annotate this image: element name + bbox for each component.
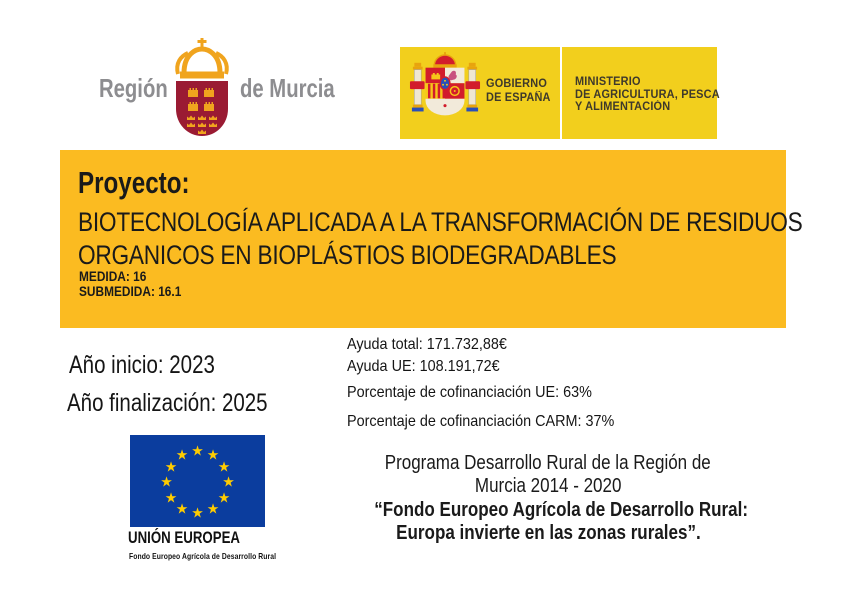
program-quote-line1: “Fondo Europeo Agrícola de Desarrollo Rural: [374,498,749,521]
star-icon: ★ [222,473,235,490]
gobierno-line2: DE ESPAÑA [486,92,551,104]
ayuda-ue-label: Ayuda UE: 108.191,72€ [347,358,500,375]
murcia-coat-of-arms-icon [173,37,231,141]
project-heading: Proyecto: [78,165,190,200]
eu-flag-icon [130,435,265,527]
murcia-shield-shape [176,81,228,136]
star-icon: ★ [175,446,189,463]
ministry-label [575,76,727,114]
medida-label: MEDIDA: 16 [79,269,147,284]
murcia-logo-text-de-murcia: de Murcia [240,73,335,103]
eu-union-label: UNIÓN EUROPEA [128,528,240,547]
cofinanciacion-carm-label: Porcentaje de cofinanciación CARM: 37% [347,413,615,430]
project-title-line2: ORGANICOS EN BIOPLÁSTIOS BIODEGRADABLES [78,240,617,270]
spain-crown-icon [433,52,456,68]
star-icon: ★ [191,504,204,521]
ayuda-total-label: Ayuda total: 171.732,88€ [347,336,507,353]
star-icon: ★ [175,500,189,517]
gobierno-label [486,77,554,105]
gobierno-espana-block [400,47,720,139]
star-icon: ★ [160,473,173,490]
project-banner [60,150,803,328]
submedida-label: SUBMEDIDA: 16.1 [79,284,182,299]
star-icon: ★ [191,442,204,459]
star-icon: ★ [164,489,178,506]
pillar-left [410,63,425,112]
star-icon: ★ [217,458,231,475]
gobierno-line1: GOBIERNO [486,78,548,90]
year-start-label: Año inicio: 2023 [69,351,215,379]
ministry-line2: DE AGRICULTURA, PESCA [575,88,720,101]
program-quote-line2: Europa invierte en las zonas rurales”. [395,521,701,544]
program-line2: Murcia 2014 - 2020 [474,475,622,497]
star-icon: ★ [217,489,231,506]
ministry-line3: Y ALIMENTACIÓN [575,101,671,113]
star-icon: ★ [164,458,178,475]
program-text-block [336,452,760,552]
cofinanciacion-ue-label: Porcentaje de cofinanciación UE: 63% [347,384,592,401]
murcia-logo-text-region: Región [99,73,168,103]
pillar-right [465,63,480,112]
ministry-line1: MINISTERIO [575,76,641,88]
star-icon: ★ [206,500,220,517]
program-line1: Programa Desarrollo Rural de la Región de [384,452,712,474]
year-end-label: Año finalización: 2025 [67,389,268,417]
project-title-line1: BIOTECNOLOGÍA APLICADA A LA TRANSFORMACIÓN DE RESIDUOS [78,207,803,237]
murcia-logo [0,0,400,150]
murcia-crown-icon [177,38,227,75]
spain-shield [426,68,465,116]
eu-fondo-label: Fondo Europeo Agrícola de Desarrollo Rural [129,551,277,561]
logo-divider [560,47,562,139]
spain-coat-of-arms-icon [409,52,481,132]
star-icon: ★ [206,446,220,463]
